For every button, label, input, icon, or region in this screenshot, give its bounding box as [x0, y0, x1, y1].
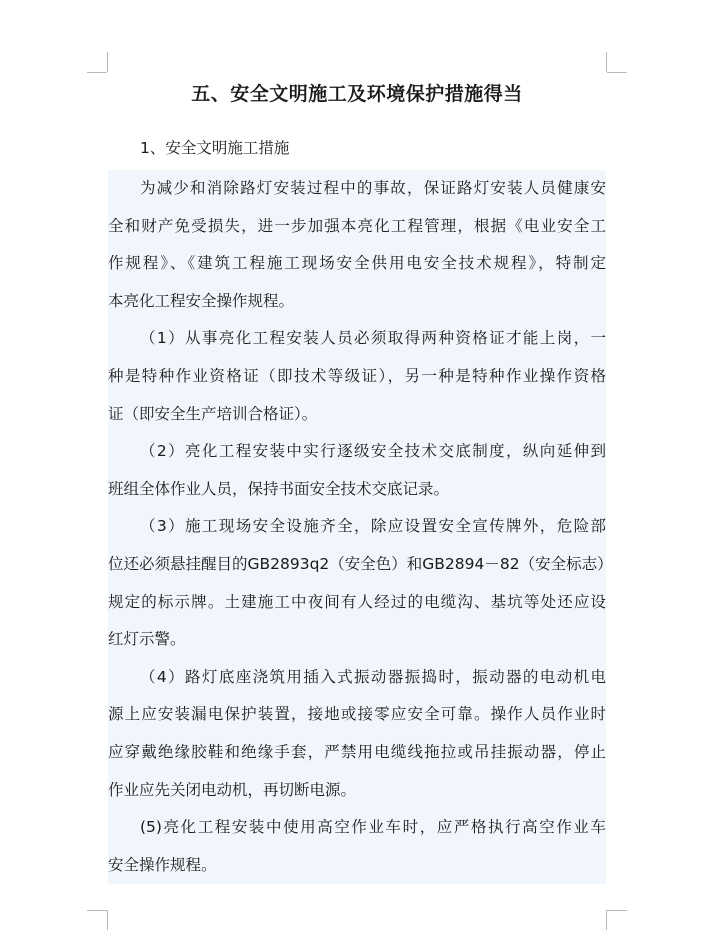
text-line: 证（即安全生产培训合格证）。 — [108, 404, 318, 423]
crop-mark-bottom-left-v — [107, 910, 108, 930]
text-line: 作规程》、《建筑工程施工现场安全供用电安全技术规程》，特制定 — [108, 254, 606, 273]
text-line: （2）亮化工程安装中实行逐级安全技术交底制度，纵向延伸到 — [140, 442, 606, 461]
paragraph-intro — [108, 170, 606, 320]
crop-mark-top-right-v — [606, 52, 607, 72]
text-line: 种是特种作业资格证（即技术等级证），另一种是特种作业操作资格 — [108, 366, 606, 385]
document-title: 五、安全文明施工及环境保护措施得当 — [191, 83, 523, 105]
paragraph-item-1 — [108, 320, 606, 433]
crop-mark-top-left-h — [87, 72, 107, 73]
crop-mark-top-right-h — [607, 72, 627, 73]
paragraph-item-4 — [108, 659, 606, 809]
text-line: (5)亮化工程安装中使用高空作业车时，应严格执行高空作业车 — [140, 818, 606, 837]
text-line: 班组全体作业人员，保持书面安全技术交底记录。 — [108, 479, 450, 498]
text-line: 位还必须悬挂醒目的GB2893q2（安全色）和GB2894－82（安全标志） — [108, 554, 613, 573]
text-line: 规定的标示牌。土建施工中夜间有人经过的电缆沟、基坑等处还应设 — [108, 592, 606, 611]
crop-mark-bottom-right-v — [606, 910, 607, 930]
text-line: 源上应安装漏电保护装置，接地或接零应安全可靠。操作人员作业时 — [108, 705, 606, 724]
section-heading: 1、安全文明施工措施 — [140, 139, 290, 157]
crop-mark-bottom-right-h — [607, 910, 627, 911]
text-line: 作业应先关闭电动机，再切断电源。 — [108, 780, 357, 799]
paragraph-item-5 — [108, 809, 606, 884]
text-line: 红灯示警。 — [108, 630, 186, 649]
crop-mark-bottom-left-h — [87, 910, 107, 911]
text-line: 安全操作规程。 — [108, 855, 217, 874]
body-text — [108, 170, 613, 884]
paragraph-item-2 — [108, 433, 606, 508]
paragraph-item-3 — [108, 508, 613, 658]
text-line: 应穿戴绝缘胶鞋和绝缘手套，严禁用电缆线拖拉或吊挂振动器，停止 — [108, 742, 606, 761]
text-line: 本亮化工程安全操作规程。 — [108, 291, 295, 310]
crop-mark-top-left-v — [107, 52, 108, 72]
text-line: （4）路灯底座浇筑用插入式振动器振捣时，振动器的电动机电 — [140, 667, 606, 686]
text-line: （1）从事亮化工程安装人员必须取得两种资格证才能上岗，一 — [140, 329, 606, 348]
text-line: 为减少和消除路灯安装过程中的事故，保证路灯安装人员健康安 — [140, 179, 606, 197]
text-line: 全和财产免受损失，进一步加强本亮化工程管理，根据《电业安全工 — [108, 216, 606, 235]
text-line: （3）施工现场安全设施齐全，除应设置安全宣传牌外，危险部 — [140, 517, 606, 536]
